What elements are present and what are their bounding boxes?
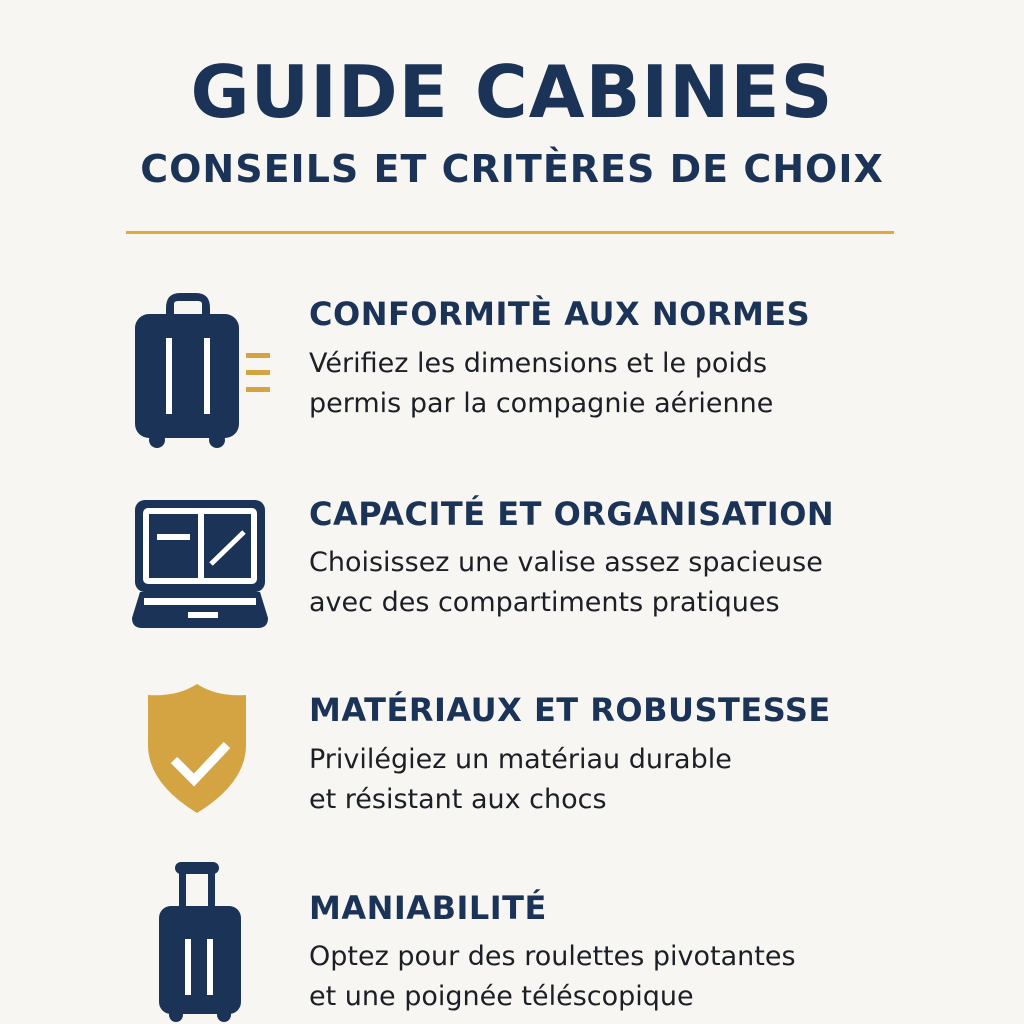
criterion-description: Optez pour des roulettes pivotantes et une poignée téléscopique [309,941,796,1012]
laptop-compartments-icon [130,500,270,630]
criterion-description: Choisissez une valise assez spacieuse avec des compartiments pratiques [309,547,823,618]
criterion-heading: MATÉRIAUX ET ROBUSTESSE [309,691,831,729]
criterion-heading: CONFORMITÈ AUX NORMES [309,295,811,333]
suitcase-icon [130,290,275,450]
header-divider [126,231,894,234]
criterion-heading: MANIABILITÉ [309,889,547,927]
criterion-heading: CAPACITÉ ET ORGANISATION [309,495,835,533]
page-subtitle: CONSEILS ET CRITÈRES DE CHOIX [140,147,884,191]
page-title: GUIDE CABINES [190,50,834,134]
criterion-description: Vérifiez les dimensions et le poids permis par la compagnie aérienne [309,348,774,419]
shield-check-icon [145,683,250,815]
trolley-suitcase-icon [157,862,245,1024]
criterion-description: Privilégiez un matériau durable et résistant aux chocs [309,744,732,815]
